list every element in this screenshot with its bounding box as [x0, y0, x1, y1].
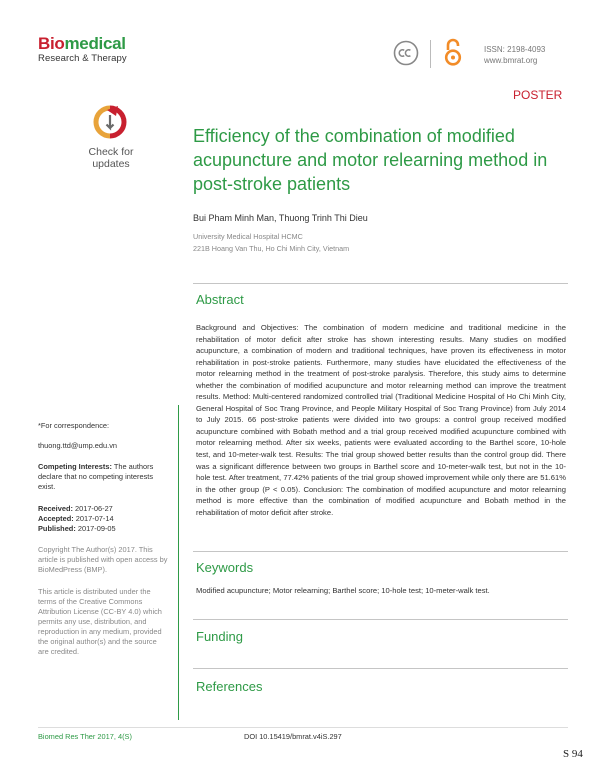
column-divider	[178, 405, 179, 720]
copyright-notice: Copyright The Author(s) 2017. This article is published with open access by BioMedPress (BMP).	[38, 545, 168, 574]
footer-journal-citation: Biomed Res Ther 2017, 4(S)	[38, 732, 132, 741]
logo-brand-part-2: medical	[64, 34, 126, 53]
correspondence-email[interactable]: thuong.ttd@ump.edu.vn	[38, 441, 117, 450]
check-updates-line-1: Check for	[88, 146, 134, 158]
accepted-value: 2017-07-14	[75, 514, 114, 523]
header-divider	[430, 40, 431, 68]
published-label: Published:	[38, 524, 76, 533]
competing-interests-label: Competing Interests:	[38, 462, 112, 471]
logo-brand-part-1: Bio	[38, 34, 65, 53]
footer-divider	[38, 727, 568, 728]
correspondence-label: *For correspondence:	[38, 421, 110, 430]
check-updates-label	[84, 146, 138, 170]
author-list: Bui Pham Minh Man, Thuong Trinh Thi Dieu	[193, 213, 368, 223]
references-heading: References	[196, 679, 263, 694]
license-notice: This article is distributed under the terms of the Creative Commons Attribution License (CC-BY 4.0) which permits any use, distribution, and reproduction in any medium, provided the original author(s) and the source are credited.	[38, 587, 162, 656]
keywords-text: Modified acupuncture; Motor relearning; Barthel score; 10-hole test; 10-meter-walk test.	[196, 586, 490, 595]
accepted-date	[38, 514, 168, 524]
section-divider	[193, 668, 568, 669]
article-type-label: POSTER	[513, 88, 563, 102]
received-date	[38, 504, 168, 514]
footer-doi[interactable]: DOI 10.15419/bmrat.v4iS.297	[244, 732, 342, 741]
received-value: 2017-06-27	[74, 504, 113, 513]
abstract-text: Background and Objectives: The combination of modern medicine and traditional medicine in the rehabilitation of motor deficit after stroke has shown interesting results. Many studies on modified acupuncture, a combination of modern and traditional techniques, have proven its effectiveness in motor rehabilitation in post-stroke patients. Furthermore, many studies have elucidated the effectiveness of the motor relearning method in the treatment of post-stroke paralysis. Therefore, this study aims to determine whether the combination of modified acupuncture and motor relearning method can improve the treatment results. Method: Multi-centered randomized controlled trial (Traditional Medicine Hospital of Ho Chi Minh City, General Hospital of Soc Trang Province, and People Military Hospital of Soc Trang Province) from July 2014 to July 2015. 66 post-stroke patients were divided into two groups: a control group received modified acupuncture combined with Bobath method and a trial group received modified acupuncture combined with motor relearning method. After six weeks, patients were evaluated according to the Barthel score, 10-hole test, and 10-meter-walk test. Results: The trial group showed better results than the control group did. There was a significant difference between two groups in Barthel score and 10-meter-walk test, but not in the 10-hole test. After treatment, 77.42% patients of the trial group showed improvement while only there are 51.61% in the other group (P < 0.05). Conclusion: The combination of modified acupuncture and motor relearning method is more effective than the combination of modified acupuncture and Bobath method in the rehabilitation of motor deficit after stroke.	[196, 323, 566, 517]
affiliation-address: 221B Hoang Van Thu, Ho Chi Minh City, Vietnam	[193, 244, 350, 253]
issn-block	[484, 44, 545, 66]
keywords-heading: Keywords	[196, 560, 254, 575]
published-value: 2017-09-05	[77, 524, 116, 533]
page-number: S 94	[563, 748, 583, 760]
abstract-heading: Abstract	[196, 292, 244, 307]
affiliation	[193, 231, 349, 255]
competing-interests-text: The authors declare that no competing interests exist.	[38, 462, 154, 491]
journal-website[interactable]: www.bmrat.org	[484, 56, 538, 65]
received-label: Received:	[38, 504, 73, 513]
creative-commons-icon	[393, 40, 419, 66]
open-access-icon	[444, 37, 462, 67]
check-updates-icon	[92, 104, 128, 140]
check-updates-line-2: updates	[92, 158, 130, 170]
issn-number: ISSN: 2198-4093	[484, 45, 546, 54]
affiliation-institution: University Medical Hospital HCMC	[193, 232, 303, 241]
funding-heading: Funding	[196, 629, 243, 644]
section-divider	[193, 551, 568, 552]
accepted-label: Accepted:	[38, 514, 74, 523]
logo-subtitle: Research & Therapy	[38, 53, 127, 64]
article-title: Efficiency of the combination of modified acupuncture and motor relearning method in post-stroke patients	[193, 126, 548, 194]
published-date	[38, 524, 168, 534]
section-divider	[193, 619, 568, 620]
journal-logo	[38, 34, 126, 54]
section-divider	[193, 283, 568, 284]
competing-interests	[38, 462, 168, 492]
